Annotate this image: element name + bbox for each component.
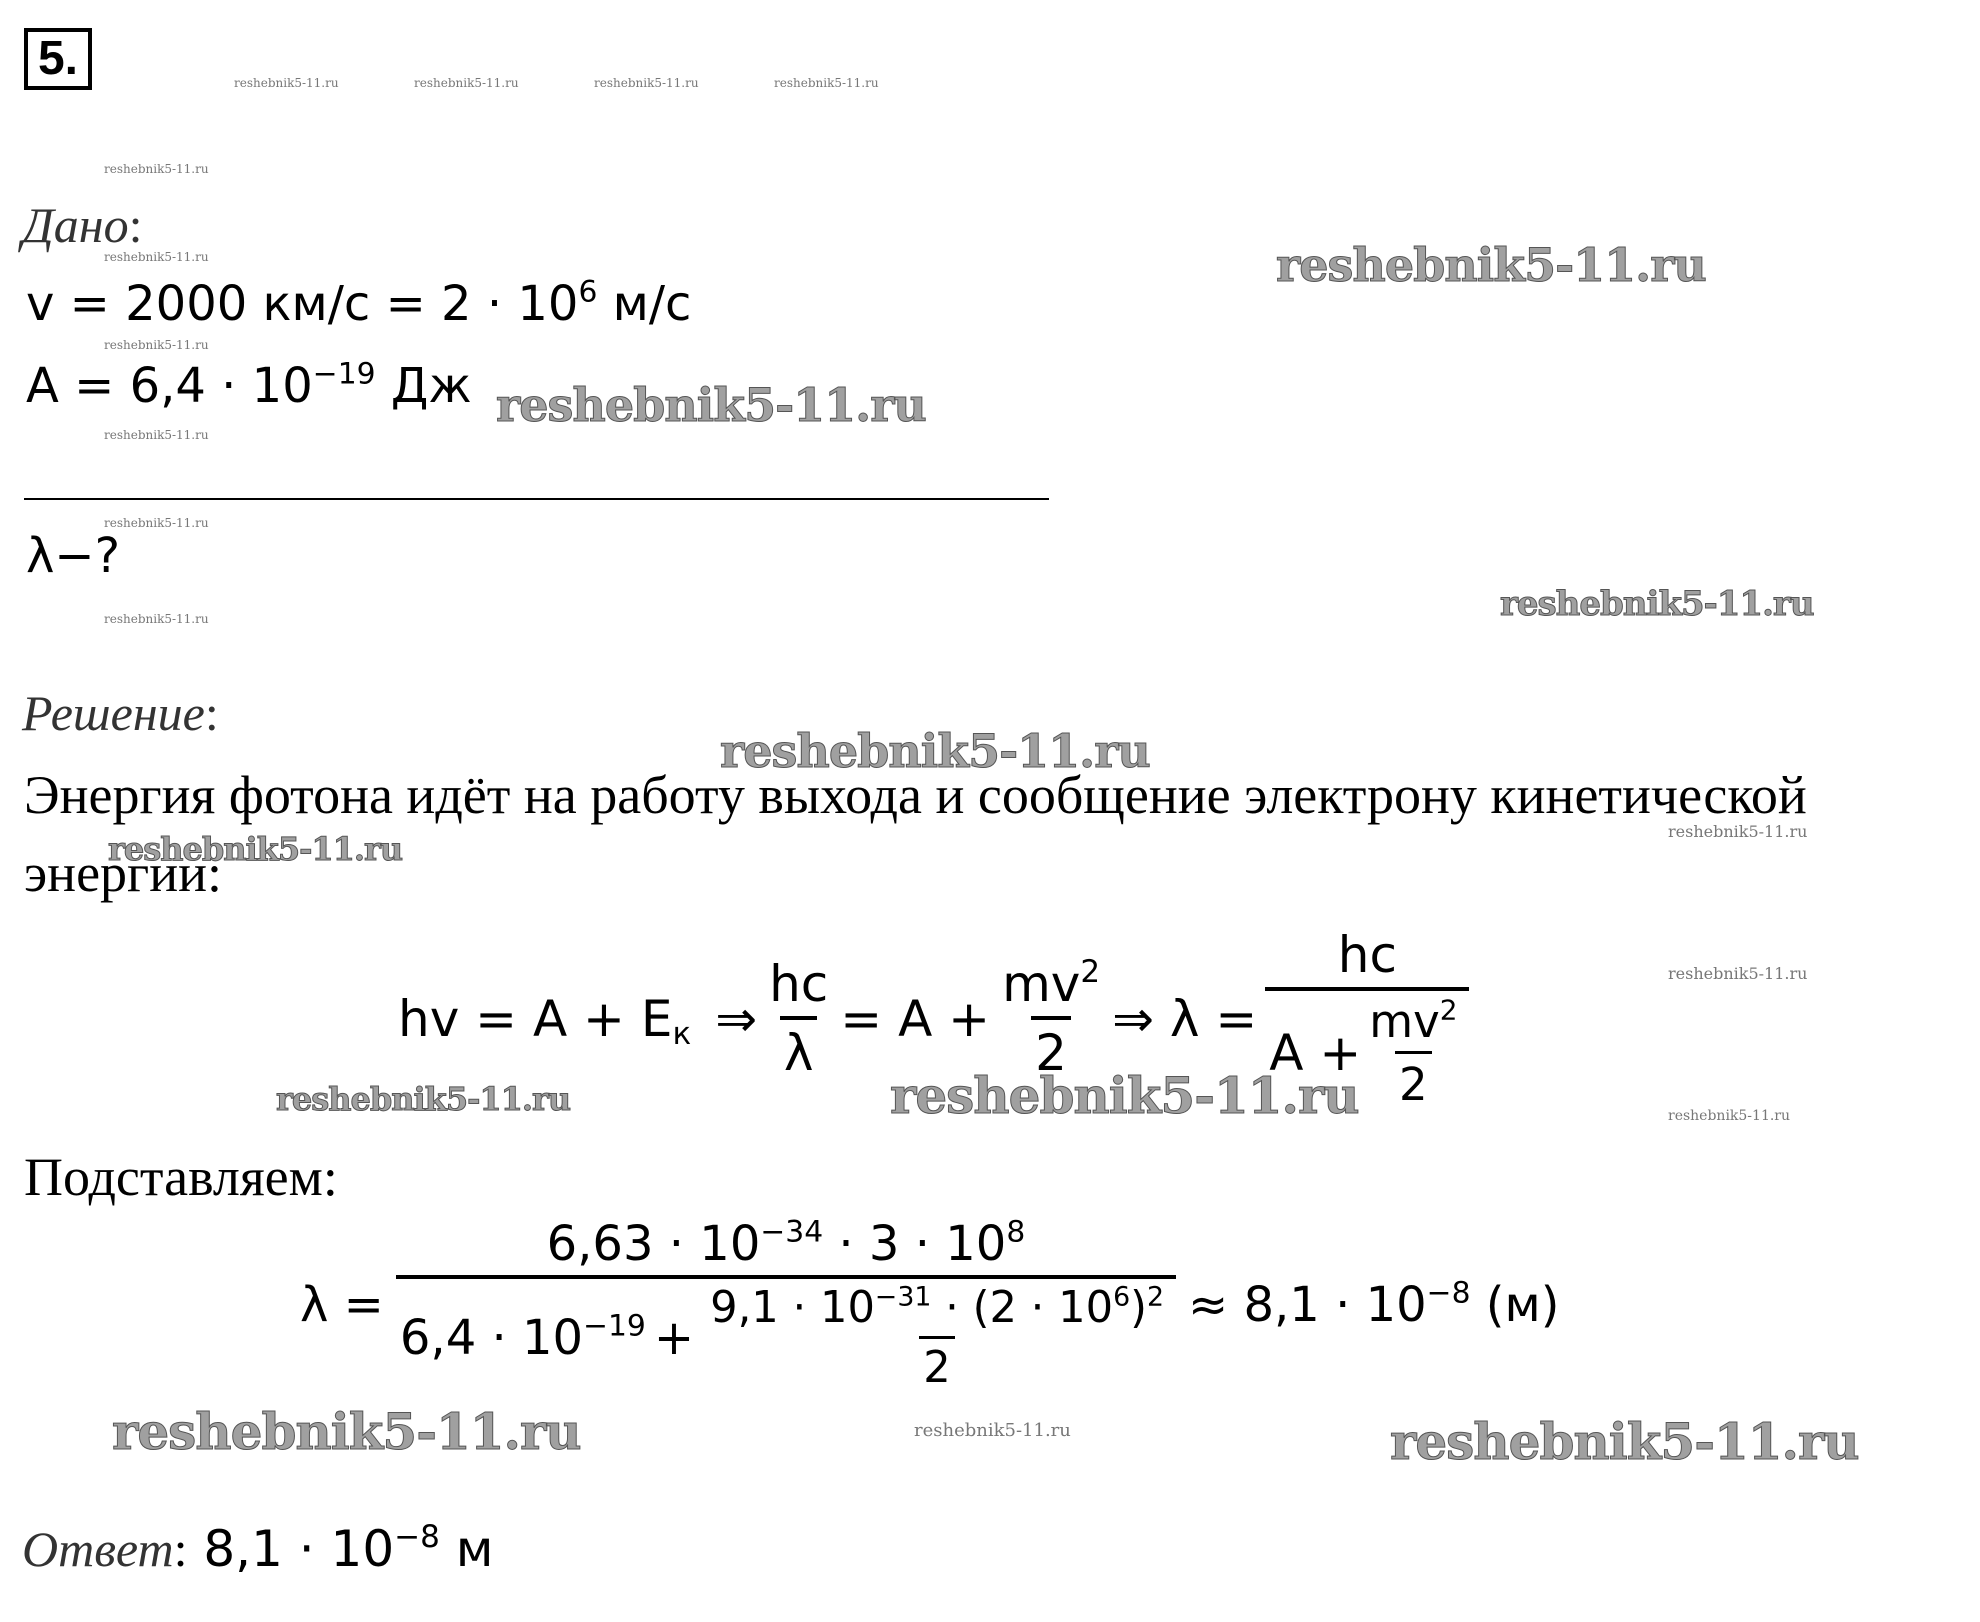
formula2-den-a-exp: −19 xyxy=(583,1308,646,1344)
watermark: reshebnik5-11.ru xyxy=(112,1402,581,1461)
substitute-label: Подставляем: xyxy=(24,1147,338,1207)
answer-value xyxy=(187,1520,493,1578)
formula1-frac3-den-frac xyxy=(1365,993,1461,1111)
formula2-rhs-text: ≈ 8,1 · 10 xyxy=(1188,1277,1427,1334)
formula2-lhs: λ = xyxy=(300,1277,384,1334)
watermark: reshebnik5-11.ru xyxy=(890,1066,1359,1125)
formula1-frac1-num: hc xyxy=(769,954,829,1013)
given-heading-colon: : xyxy=(128,197,143,253)
formula1-frac2-num xyxy=(998,953,1104,1016)
formula1-frac1-den: λ xyxy=(780,1016,818,1081)
solution-heading-text: Решение xyxy=(22,685,205,741)
given-work-function xyxy=(26,358,472,414)
watermark: reshebnik5-11.ru xyxy=(104,162,209,176)
given-work-exp: −19 xyxy=(312,356,376,392)
formula1-lhs-sub: к xyxy=(672,1015,692,1052)
watermark: reshebnik5-11.ru xyxy=(104,250,209,264)
formula2-main-frac xyxy=(396,1214,1176,1394)
formula2-rhs xyxy=(1188,1277,1559,1333)
solution-text-line2: энергии: xyxy=(24,843,222,903)
formula1-frac2-den: 2 xyxy=(1031,1016,1071,1081)
watermark: reshebnik5-11.ru xyxy=(104,516,209,530)
watermark: reshebnik5-11.ru xyxy=(1500,584,1814,624)
formula1-frac3-inner-den: 2 xyxy=(1395,1051,1432,1110)
given-velocity-text: v = 2000 км/с = 2 · 10 xyxy=(26,276,579,332)
formula2-den-frac-den: 2 xyxy=(919,1336,954,1393)
watermark: reshebnik5-11.ru xyxy=(104,338,209,352)
formula2-num-exp2: 8 xyxy=(1006,1214,1026,1250)
watermark: reshebnik5-11.ru xyxy=(720,724,1150,778)
watermark: reshebnik5-11.ru xyxy=(276,1080,571,1118)
watermark: reshebnik5-11.ru xyxy=(1668,822,1808,841)
problem-number: 5. xyxy=(24,28,92,90)
given-divider xyxy=(24,498,1049,500)
formula1-frac-hc-lambda xyxy=(765,954,832,1082)
formula1-frac3-den-a: A + xyxy=(1269,1023,1362,1082)
formula1-frac-mv2 xyxy=(998,953,1104,1082)
given-work-unit: Дж xyxy=(375,358,472,414)
watermark: reshebnik5-11.ru xyxy=(496,378,926,432)
answer-unit: м xyxy=(439,1520,494,1578)
formula1-eq-a: = A + xyxy=(840,989,991,1048)
watermark: reshebnik5-11.ru xyxy=(594,76,699,90)
given-velocity-exp: 6 xyxy=(578,274,598,310)
formula2-den-frac-num-mid: · (2 · 10 xyxy=(931,1282,1114,1333)
solution-text-line1: Энергия фотона идёт на работу выхода и сообщение электрону кинетической xyxy=(24,765,1807,825)
formula2-num-a: 6,63 · 10 xyxy=(546,1216,761,1272)
solution-heading xyxy=(22,684,219,742)
unknown-lambda: λ−? xyxy=(26,528,121,584)
formula2-den-a xyxy=(399,1308,646,1367)
answer-colon: : xyxy=(173,1521,188,1577)
formula2-num-exp1: −34 xyxy=(760,1214,824,1250)
formula1-frac3-inner-num-text: mv xyxy=(1369,995,1440,1048)
formula2-den-frac-num-exp3: 2 xyxy=(1146,1281,1164,1313)
watermark: reshebnik5-11.ru xyxy=(104,612,209,626)
formula2-den-plus: + xyxy=(653,1310,695,1367)
formula2-main-num xyxy=(543,1214,1030,1275)
formula2-den-frac-num-a: 9,1 · 10 xyxy=(710,1282,875,1333)
given-heading xyxy=(22,196,143,254)
formula1-frac2-num-text: mv xyxy=(1002,954,1081,1013)
watermark: reshebnik5-11.ru xyxy=(1390,1412,1859,1471)
formula2-rhs-unit: (м) xyxy=(1470,1277,1560,1334)
formula2-den-frac xyxy=(706,1281,1168,1394)
given-velocity xyxy=(26,276,691,332)
watermark: reshebnik5-11.ru xyxy=(108,830,403,868)
formula2-main-den xyxy=(396,1275,1176,1393)
watermark: reshebnik5-11.ru xyxy=(1668,964,1808,983)
watermark: reshebnik5-11.ru xyxy=(234,76,339,90)
watermark: reshebnik5-11.ru xyxy=(414,76,519,90)
given-velocity-unit: м/с xyxy=(597,276,692,332)
given-heading-text: Дано xyxy=(22,197,129,253)
answer-heading: Ответ xyxy=(22,1521,174,1577)
given-work-text: A = 6,4 · 10 xyxy=(26,358,313,414)
watermark: reshebnik5-11.ru xyxy=(1668,1108,1791,1124)
formula2-den-frac-num xyxy=(706,1281,1168,1337)
formula-numeric xyxy=(300,1214,1560,1394)
watermark: reshebnik5-11.ru xyxy=(774,76,879,90)
formula1-arrow2: ⇒ λ = xyxy=(1112,989,1258,1048)
formula1-frac3-num: hc xyxy=(1337,926,1397,984)
formula1-lhs xyxy=(398,989,692,1052)
formula2-den-frac-num-exp: −31 xyxy=(874,1281,932,1313)
formula1-arrow1: ⇒ xyxy=(715,989,758,1048)
formula1-frac3-inner-num-exp: 2 xyxy=(1439,993,1458,1027)
formula2-den-frac-num-exp2: 6 xyxy=(1113,1281,1131,1313)
formula2-num-mid: · 3 · 10 xyxy=(823,1216,1007,1272)
formula1-lhs-text: hv = A + E xyxy=(398,989,673,1048)
watermark: reshebnik5-11.ru xyxy=(1276,238,1706,292)
answer-value-exp: −8 xyxy=(394,1518,440,1555)
formula2-den-a-text: 6,4 · 10 xyxy=(399,1310,584,1367)
answer-value-text: 8,1 · 10 xyxy=(187,1520,395,1578)
formula2-rhs-exp: −8 xyxy=(1426,1275,1471,1311)
answer-line xyxy=(22,1520,494,1578)
formula1-frac3-inner-num xyxy=(1365,993,1461,1051)
solution-heading-colon: : xyxy=(204,685,219,741)
watermark: reshebnik5-11.ru xyxy=(914,1420,1071,1441)
formula1-frac2-num-exp: 2 xyxy=(1080,953,1101,990)
watermark: reshebnik5-11.ru xyxy=(104,428,209,442)
formula2-den-frac-num-close: ) xyxy=(1130,1282,1147,1333)
